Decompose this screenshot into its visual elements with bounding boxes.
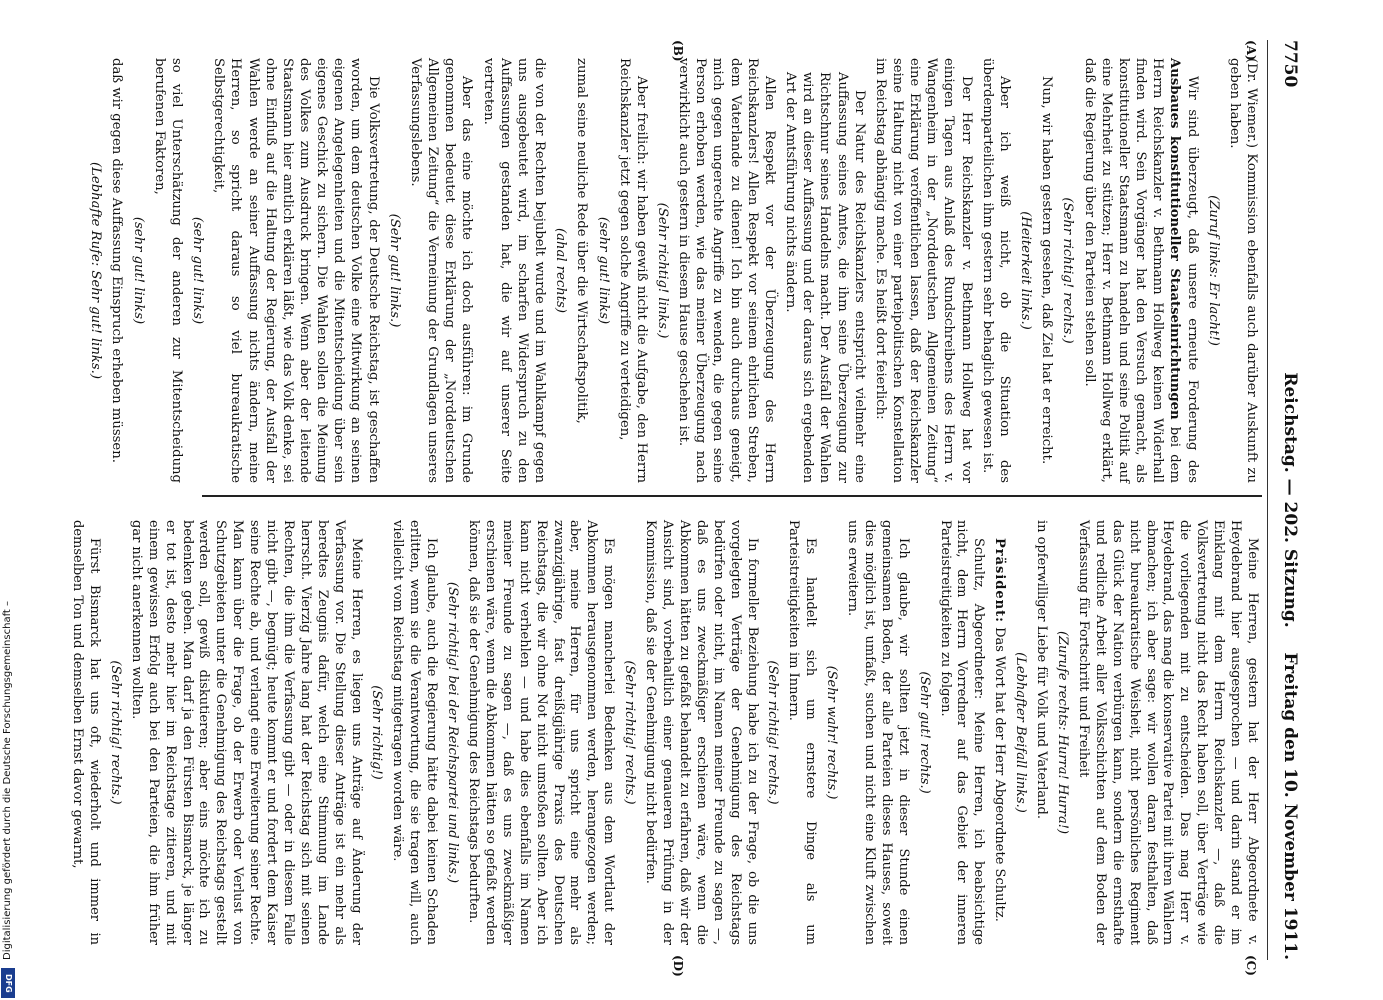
column-divider [202,495,1262,497]
interjection: (sehr gut! links) [190,216,206,325]
page-number: 7750 [1280,40,1300,88]
paragraph: (Dr. Wiemer.) Kommission ebenfalls auch darüber Auskunft zu geben haben. [1226,58,1259,483]
president-statement [990,520,1007,945]
paragraph: Aber das eine möchte ich doch ausführen: im Grunde genommen bedeutet diese Erklärung der „Norddeutschen Allgemeinen Zeitung“ die Verneinung der Grundlagen unseres Verfassungslebens. [407,58,475,483]
paragraph: Meine Herren, gestern hat der Herr Abgeordnete v. Heydebrand hier ausgesprochen — und darin stand er im Einklang mit dem Herrn Reichskanzler —, daß die Volksvertretung nicht das Recht haben soll, über Verträge wie die vorliegenden mit zu entscheiden. Das mag Herr v. Heydebrand, das mag die konservative Partei mit ihren Wählern abmachen; ich aber sage: wir wollen daran festhalten, daß nicht bureaukratische Weisheit, nicht persönliches Regiment das Glück der Nation verbürgen kann, sondern die ernsthafte und redliche Arbeit aller Volksschichten auf dem Boden der Verfassung für Fortschritt und Freiheit [1075,520,1260,945]
funding-notice: Digitalisierung gefördert durch die Deutsche Forschungsgemeinschaft – [2,600,13,960]
paragraph: Es mögen mancherlei Bedenken aus dem Wortlaut der Abkommen herausgenommen werden, herangezogen werden; aber, meine Herren, für uns spricht eine mehr als zwanzigjährige, fast dreißigjährige Praxis des Deutschen Reichstags, die wir ohne Not nicht umstoßen sollten. Aber ich kann nicht verhehlen — und habe dies ebenfalls im Namen meiner Freunde zu sagen —, daß es uns zweckmäßiger erschienen wäre, wenn die Abkommen hätten so gefaßt werden können, daß sie der Genehmigung des Reichstags bedurften. [466,520,617,945]
margin-mark-a: (A) [1244,40,1258,61]
left-column [83,58,1260,483]
text-run: bei dem Herrn Reichskanzler v. Bethmann Hollweg keinen Widerhall finden wird. Sein Vorgänger hat den Versuch gemacht, als konstitutioneller Staatsmann zu handeln und seine Politik auf eine Mehrheit zu stützen; Herr v. Bethmann Hollweg erklärt, daß die Regierung über den Parteien stehen soll. [1081,58,1183,483]
interjection: (sehr gut! links) [595,216,611,325]
paragraph: Es handelt sich um ernstere Dinge als um Parteistreitigkeiten im Innern. [786,520,819,945]
document-page [40,0,1340,1000]
paragraph: so viel Unterschätzung der anderen zur Mitentscheidung berufenen Faktoren, [151,58,184,483]
interjection: (Sehr richtig! rechts.) [1060,197,1076,344]
header-rule [1267,40,1268,960]
paragraph: daß wir gegen diese Auffassung Einspruch erheben müssen. [109,58,125,463]
session-date: Freitag den 10. November 1911. [1280,652,1300,960]
digitization-footer [0,600,18,1000]
interjection: (Sehr richtig!) [369,685,385,780]
paragraph: Ich glaube, auch die Regierung hätte dabei keinen Schaden erlitten, wenn sie die Verantwortung, die sie tragen will, auch vielleicht vom Reichstag mitgetragen worden wäre. [390,520,440,945]
interjection: (Sehr richtig! rechts.) [107,660,123,805]
paragraph: In formeller Beziehung habe ich zu der Frage, ob die uns vorgelegten Verträge der Genehmigung des Reichstags bedürfen oder nicht, im Namen meiner Freunde zu sagen —, daß es uns zweckmäßiger erschienen wäre, wenn die Abkommen hätten zu gefaßt behandelt zu erfahren, daß wir der Ansicht sind, vorbehaltlich einer genaueren Prüfung in der Kommission, daß sie der Genehmigung nicht bedürfen. [643,520,760,945]
paragraph: Ich glaube, wir sollten jetzt in dieser Stunde einen gemeinsamen Boden, der alle Parteien dieses Hauses, soweit dies möglich ist, umfaßt, suchen und nicht eine Kluft zwischen uns erweitern. [845,520,911,945]
interjection: (Sehr gut! links.) [386,213,402,328]
paragraph: Allen Respekt vor der Überzeugung des Herrn Reichskanzlers! Allen Respekt vor seinem ehrlichen Streben, dem Vaterlande zu dienen! Ich bin auch durchaus geneigt, mich gegen ungerechte Angriffe zu wenden, die gegen seine Person erhoben werden, wie das meiner Überzeugung nach verwirklicht auch gestern in diesem Hause geschehen ist. [676,58,777,483]
paragraph [1080,58,1200,483]
paragraph: Nun, wir haben gestern gesehen, daß Ziel hat er erreicht. [1039,76,1055,465]
block-quote: Der Natur des Reichskanzlers entspricht vielmehr eine Auffassung seines Amtes, die ihm seine Überzeugung zur Richtschnur seines Handelns macht. Der Ausfall der Wahlen wird an dieser Auffassung und der daraus sich ergebenden Art der Amtsführung nichts ändern. [783,72,867,483]
interjection: (Zuruf links: Er lacht!) [1205,195,1221,346]
interjection: (Zurufe rechts: Hurra! Hurra!) [1055,630,1071,835]
interjection: (Sehr richtig! links.) [655,202,670,339]
paragraph: Die Volksvertretung, der Deutsche Reichstag, ist geschaffen worden, um dem deutschen Volke eine Mitwirkung an seinen eigenen Angelegenheiten und die Mitentscheidung über sein eigenes Geschick zu sichern. Die Wahlen sollen die Meinung des Volkes zum Ausdruck bringen. Wenn aber der leitende Staatsmann hier amtlich erklären läßt, wie das Volk denke, sei ohne Einfluß auf die Haltung der Regierung, der Ausfall der Wahlen werde an seiner Auffassung nichts ändern, meine Herren, so spricht daraus so viel bureaukratische Selbstgerechtigkeit, [211,58,381,483]
margin-mark-b: (B) [671,40,685,62]
text-run: Wir sind überzeugt, daß unsere erneute Forderung des [1184,76,1200,483]
paragraph: Meine Herren, es liegen uns Anträge auf Änderung der Verfassung vor. Die Stellung dieser Anträge ist ein mehr als beredtes Zeugnis dafür, welch eine Stimmung im Lande herrscht. Vierzig Jahre lang hat der Reichstag sich mit seinen Rechten, die ihm die Verfassung gibt — oder in diesem Falle nicht gibt —, begnügt; heute kommt er und fordert dem Kaiser seine Rechte ab, und verlangt eine Erweiterung seiner Rechte. Man kann über die Frage, ob der Erwerb oder Verlust von Schutzgebieten unter die Genehmigung des Reichstags gestellt werden soll, gewiß diskutieren; aber eins möchte ich zu bedenken geben. Man darf ja den Fürsten Bismarck, je länger er tot ist, desto mehr hier im Reichstage zitieren, und mit einem gewissen Erfolg auch bei den Parteien, die ihm früher gar nicht anerkennen wollten. [128,520,364,945]
paragraph: Der Herr Reichskanzler v. Bethmann Hollweg hat vor einigen Tagen aus Anlaß des Rundschreibens des Herrn v. Wangenheim in der „Norddeutschen Allgemeinen Zeitung“ eine Erklärung veröffentlichen lassen, daß der Reichskanzler seine Haltung nicht von einer parteipolitischen Konstellation im Reichstag abhängig mache. Es heißt dort feierlich: [872,58,974,483]
interjection: (Sehr richtig! rechts.) [765,660,781,805]
interjection: (Sehr richtig! rechts.) [622,660,638,805]
margin-mark-d: (D) [671,955,685,977]
text-run: Das Wort hat der Herr Abgeordnete Schultz. [992,627,1008,922]
interjection: (sehr gut! links) [130,216,146,325]
margin-mark-c: (C) [1244,955,1258,976]
interjection: (Lebhafte Rufe: Sehr gut! links.) [88,161,104,379]
interjection: (ahal rechts) [553,228,569,313]
dfg-logo [1,968,15,998]
paragraph: Schultz, Abgeordneter: Meine Herren, ich beabsichtige nicht, dem Herrn Vorredner auf das Gebiet der inneren Parteistreitigkeiten zu folgen. [937,520,987,945]
speaker-label: Präsident: [992,538,1008,623]
logo-text: DFG [4,973,13,993]
page-title: Reichstag. — 202. Sitzung. [1280,372,1300,628]
paragraph: Aber ich weiß nicht, ob die Situation des überdemparteilichen ihm gestern sehr behaglich gewesen ist. [979,58,1012,483]
interjection: (Sehr richtig! bei der Reichspartei und links.) [445,581,461,884]
interjection: (Lebhafter Beifall links.) [1013,652,1029,813]
interjection: (Sehr gut! rechts.) [916,671,932,794]
paragraph: zumal seine neuliche Rede über die Wirtschaftspolitik, [574,58,590,424]
interjection: (Heiterkeit links.) [1018,211,1034,330]
interjection: (Sehr wahr! rechts.) [824,665,840,800]
paragraph: Aber freilich: wir haben gewiß nicht die Aufgabe, den Herrn Reichskanzler jetzt gegen solche Angriffe zu verteidigen, [616,58,649,483]
paragraph: die von der Rechten bejubelt wurde und im Wahlkampf gegen uns ausgebeutet wird, im scharfen Widerspruch zu den Auffassungen gestanden hat, die wir auf unserer Seite vertreten. [480,58,548,483]
right-column [64,520,1260,945]
page-header [1272,40,1300,960]
paragraph: Fürst Bismarck hat uns oft, wiederholt und immer in demselben Ton und demselben Ernst davor gewarnt, [70,520,102,945]
paragraph: in opferwilliger Liebe für Volk und Vaterland. [1034,520,1050,820]
emphasis-text: Ausbaues konstitutioneller Staatseinrichtungen [1167,58,1183,420]
